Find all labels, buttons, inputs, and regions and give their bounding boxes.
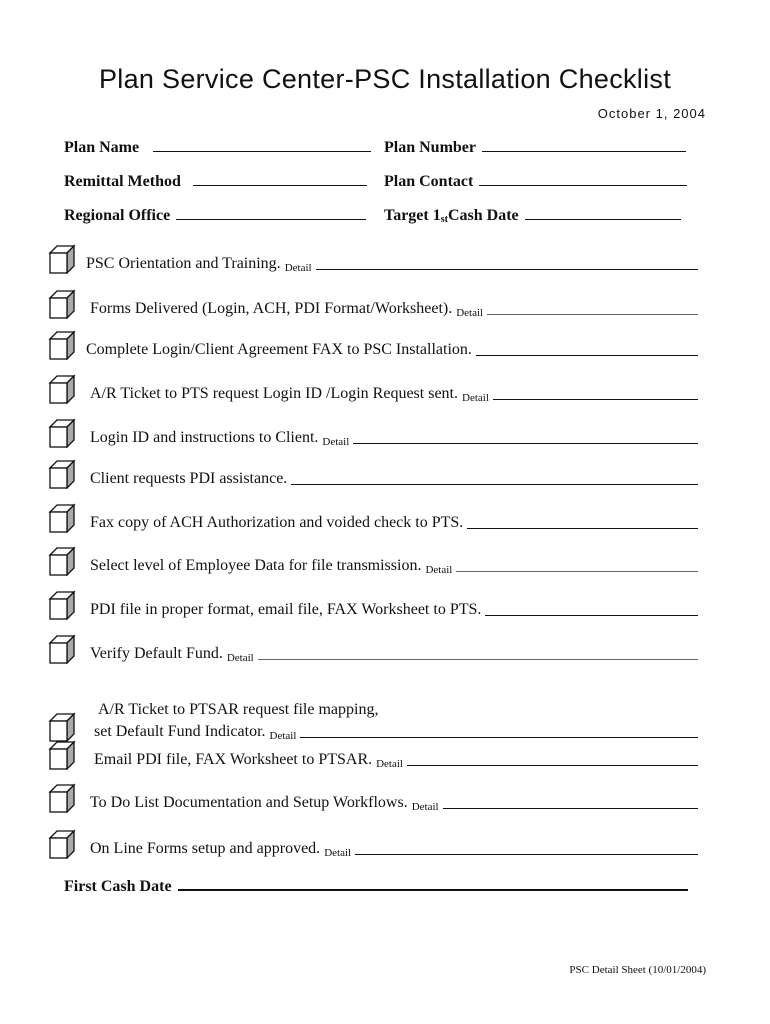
plan-contact-line[interactable] xyxy=(479,184,687,186)
remittal-method-line[interactable] xyxy=(193,184,367,186)
checklist-item[interactable] xyxy=(48,374,698,404)
regional-office-field[interactable] xyxy=(64,207,366,225)
checklist-item[interactable] xyxy=(48,459,698,489)
checklist-item-text: Fax copy of ACH Authorization and voided check to PTS. xyxy=(90,514,464,531)
plan-number-line[interactable] xyxy=(482,150,686,152)
fill-line[interactable] xyxy=(443,808,698,809)
checklist-item-text: Select level of Employee Data for file transmission. xyxy=(90,557,422,574)
fill-line[interactable] xyxy=(476,355,698,356)
cube-checkbox-icon[interactable] xyxy=(48,590,76,620)
fill-line[interactable] xyxy=(487,314,698,315)
checklist-item-text: Login ID and instructions to Client. xyxy=(90,429,319,446)
fill-line[interactable] xyxy=(493,399,698,400)
plan-name-label: Plan Name xyxy=(64,139,140,156)
fill-line[interactable] xyxy=(407,765,698,766)
fill-line[interactable] xyxy=(485,615,698,616)
cube-checkbox-icon[interactable] xyxy=(48,289,76,319)
checklist-item[interactable] xyxy=(48,418,698,448)
cube-checkbox-icon[interactable] xyxy=(48,634,76,664)
fill-line[interactable] xyxy=(467,528,698,529)
cube-checkbox-icon[interactable] xyxy=(48,418,76,448)
checklist-item[interactable] xyxy=(48,740,698,770)
detail-link[interactable]: Detail xyxy=(322,436,350,448)
remittal-method-label: Remittal Method xyxy=(64,173,181,190)
cube-checkbox-icon[interactable] xyxy=(48,829,76,859)
regional-office-label: Regional Office xyxy=(64,207,171,224)
detail-link[interactable]: Detail xyxy=(269,730,297,742)
detail-link[interactable]: Detail xyxy=(284,262,312,274)
first-cash-date-line[interactable] xyxy=(178,888,688,891)
checklist-item-text: PDI file in proper format, email file, FAX Worksheet to PTS. xyxy=(90,601,482,618)
cube-checkbox-icon[interactable] xyxy=(48,374,76,404)
fill-line[interactable] xyxy=(353,443,698,444)
plan-contact-field[interactable] xyxy=(384,173,687,191)
checklist-item-text: Forms Delivered (Login, ACH, PDI Format/Worksheet). xyxy=(90,300,453,317)
document-date: October 1, 2004 xyxy=(597,106,706,121)
remittal-method-field[interactable] xyxy=(64,173,367,191)
checklist-item[interactable] xyxy=(48,546,698,576)
checklist-item[interactable] xyxy=(48,700,698,742)
checklist-item-text: set Default Fund Indicator. xyxy=(94,723,266,740)
fill-line[interactable] xyxy=(456,571,698,572)
regional-office-line[interactable] xyxy=(176,218,366,220)
cube-checkbox-icon[interactable] xyxy=(48,244,76,274)
target-cash-date-field[interactable] xyxy=(384,207,681,225)
cube-checkbox-icon[interactable] xyxy=(48,712,76,742)
checklist-item-text: A/R Ticket to PTS request Login ID /Login Request sent. xyxy=(90,385,458,402)
footer-note: PSC Detail Sheet (10/01/2004) xyxy=(569,964,706,976)
cube-checkbox-icon[interactable] xyxy=(48,740,76,770)
checklist-item[interactable] xyxy=(48,783,698,813)
checklist-item[interactable] xyxy=(48,590,698,620)
fill-line[interactable] xyxy=(291,484,698,485)
plan-name-line[interactable] xyxy=(153,150,371,152)
detail-link[interactable]: Detail xyxy=(456,307,484,319)
checklist-item-text: Verify Default Fund. xyxy=(90,645,223,662)
fill-line[interactable] xyxy=(300,737,698,738)
checklist-item[interactable] xyxy=(48,829,698,859)
detail-link[interactable]: Detail xyxy=(425,564,453,576)
first-cash-date-field[interactable] xyxy=(64,878,688,896)
target-cash-date-label: Target $1_{st}Cash$ Date xyxy=(384,207,519,225)
detail-link[interactable]: Detail xyxy=(411,801,439,813)
detail-link[interactable]: Detail xyxy=(324,847,352,859)
checklist-item-text: Email PDI file, FAX Worksheet to PTSAR. xyxy=(94,751,373,768)
cube-checkbox-icon[interactable] xyxy=(48,783,76,813)
checklist-item[interactable] xyxy=(48,330,698,360)
first-cash-date-label: First Cash Date xyxy=(64,878,172,895)
detail-link[interactable]: Detail xyxy=(462,392,489,404)
checklist-item-text-line1: A/R Ticket to PTSAR request file mapping, xyxy=(98,701,379,718)
checklist-item[interactable] xyxy=(48,634,698,664)
plan-number-label: Plan Number xyxy=(384,139,476,156)
checklist-item[interactable] xyxy=(48,503,698,533)
fill-line[interactable] xyxy=(258,659,698,660)
plan-contact-label: Plan Contact xyxy=(384,173,474,190)
cube-checkbox-icon[interactable] xyxy=(48,459,76,489)
checklist-item-text: Client requests PDI assistance. xyxy=(90,470,288,487)
page-title: Plan Service Center-PSC Installation Checklist xyxy=(98,64,672,94)
cube-checkbox-icon[interactable] xyxy=(48,503,76,533)
cube-checkbox-icon[interactable] xyxy=(48,546,76,576)
detail-link[interactable]: Detail xyxy=(226,652,254,664)
plan-number-field[interactable] xyxy=(384,139,686,157)
checklist-item-text: Complete Login/Client Agreement FAX to PSC Installation. xyxy=(86,341,472,358)
checklist-item-text: PSC Orientation and Training. xyxy=(86,255,281,272)
checklist-item-text: On Line Forms setup and approved. xyxy=(90,840,321,857)
fill-line[interactable] xyxy=(316,269,698,270)
cube-checkbox-icon[interactable] xyxy=(48,330,76,360)
detail-link[interactable]: Detail xyxy=(376,758,403,770)
fill-line[interactable] xyxy=(355,854,698,855)
checklist-item[interactable] xyxy=(48,244,698,274)
checklist-item[interactable] xyxy=(48,289,698,319)
plan-name-field[interactable] xyxy=(64,139,371,157)
target-cash-date-line[interactable] xyxy=(525,218,681,220)
checklist-item-text: To Do List Documentation and Setup Workflows. xyxy=(90,794,408,811)
